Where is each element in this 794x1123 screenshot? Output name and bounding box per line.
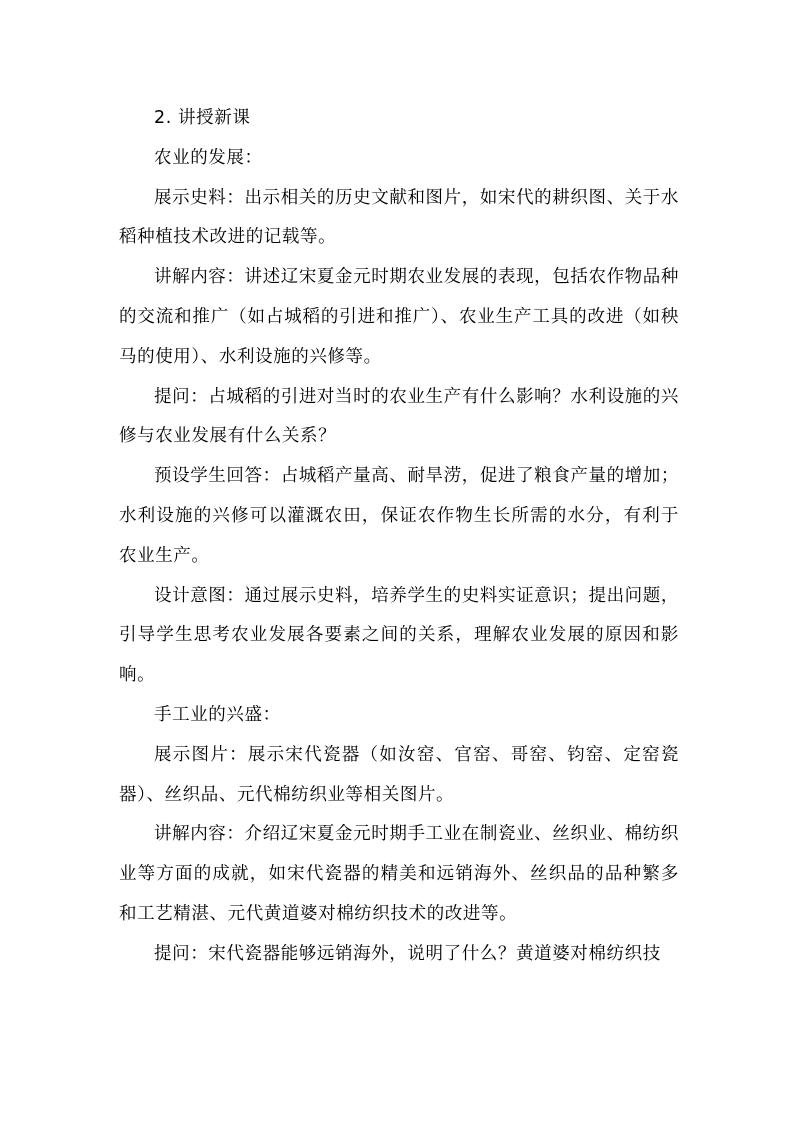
agriculture-lecture-paragraph: 讲解内容：讲述辽宋夏金元时期农业发展的表现，包括农作物品种的交流和推广（如占城稻的引进和推广）、农业生产工具的改进（如秧马的使用）、水利设施的兴修等。 [119,267,679,367]
handicraft-images-paragraph: 展示图片：展示宋代瓷器（如汝窑、官窑、哥窑、钧窑、定窑瓷器）、丝织品、元代棉纺织业等相关图片。 [119,744,679,805]
agriculture-materials-paragraph: 展示史料：出示相关的历史文献和图片，如宋代的耕织图、关于水稻种植技术改进的记载等。 [119,187,679,248]
agriculture-intent-paragraph: 设计意图：通过展示史料，培养学生的史料实证意识；提出问题，引导学生思考农业发展各要素之间的关系，理解农业发展的原因和影响。 [119,585,679,686]
agriculture-answer-paragraph: 预设学生回答：占城稻产量高、耐旱涝，促进了粮食产量的增加；水利设施的兴修可以灌溉农田，保证农作物生长所需的水分，有利于农业生产。 [119,466,679,566]
agriculture-question-paragraph: 提问：占城稻的引进对当时的农业生产有什么影响？水利设施的兴修与农业发展有什么关系？ [119,386,679,447]
section-heading: 2. 讲授新课 [154,108,251,128]
handicraft-question-paragraph: 提问：宋代瓷器能够远销海外，说明了什么？黄道婆对棉纺织技 [154,943,661,964]
document-page [119,99,679,975]
handicraft-heading: 手工业的兴盛： [154,704,281,725]
agriculture-heading: 农业的发展： [154,147,263,168]
handicraft-lecture-paragraph: 讲解内容：介绍辽宋夏金元时期手工业在制瓷业、丝织业、棉纺织业等方面的成就，如宋代瓷器的精美和远销海外、丝织品的品种繁多和工艺精湛、元代黄道婆对棉纺织技术的改进等。 [119,824,679,924]
